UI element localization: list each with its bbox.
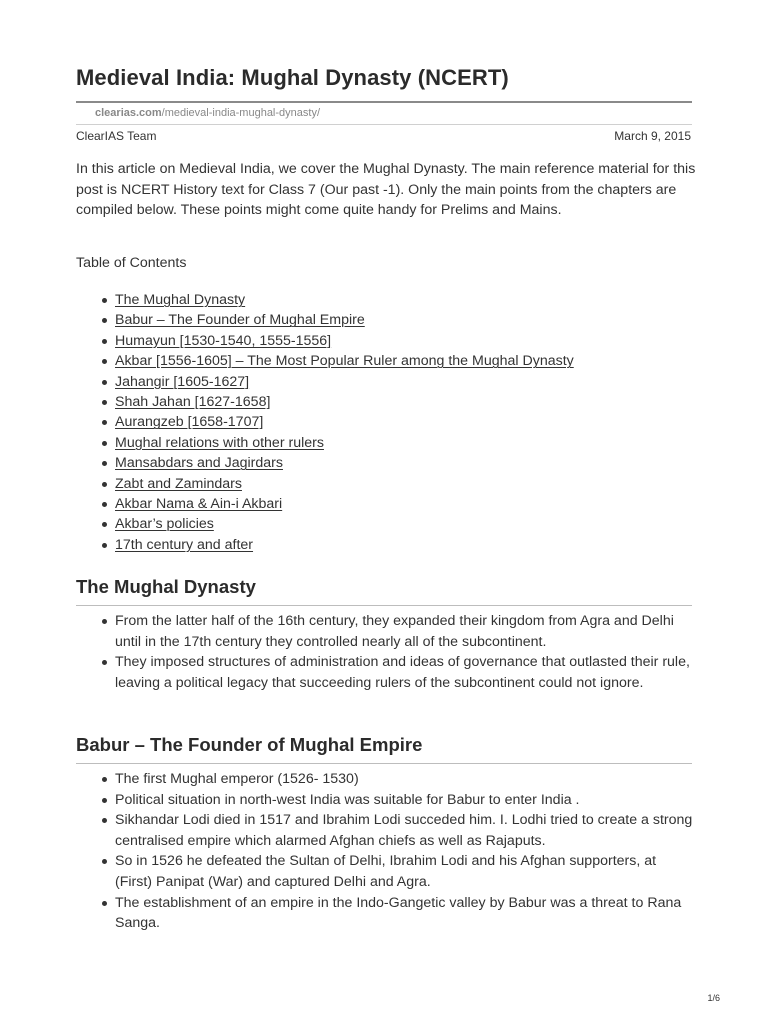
source-url-path[interactable]: /medieval-india-mughal-dynasty/ — [161, 107, 321, 119]
list-item-text: The establishment of an empire in the Indo-Gangetic valley by Babur was a threat to Rana Sanga. — [115, 894, 682, 932]
bullet-icon — [102, 502, 107, 507]
toc-link-zabt[interactable]: Zabt and Zamindars — [115, 475, 242, 492]
section-bullet-list — [76, 769, 696, 934]
section-heading-babur: Babur – The Founder of Mughal Empire — [76, 734, 423, 755]
bullet-icon — [102, 339, 107, 344]
toc-link-humayun[interactable]: Humayun [1530-1540, 1555-1556] — [115, 332, 332, 349]
toc-link-mughal-dynasty[interactable]: The Mughal Dynasty — [115, 292, 246, 308]
toc-link-akbar[interactable]: Akbar [1556-1605] – The Most Popular Ruler among the Mughal Dynasty — [115, 353, 574, 370]
toc-item — [76, 290, 696, 310]
toc-link-mansabdars[interactable]: Mansabdars and Jagirdars — [115, 455, 283, 472]
toc-item — [76, 310, 696, 330]
toc-link-shah-jahan[interactable]: Shah Jahan [1627-1658] — [115, 393, 271, 410]
bullet-icon — [102, 359, 107, 364]
bullet-icon — [102, 660, 107, 665]
toc-item — [76, 494, 696, 514]
toc-link-jahangir[interactable]: Jahangir [1605-1627] — [115, 373, 250, 390]
section-divider — [76, 605, 692, 606]
list-item-text: Sikhandar Lodi died in 1517 and Ibrahim Lodi succeded him. I. Lodhi tried to create a strong centralised empire which alarmed Afghan chiefs as well as Rajaputs. — [115, 812, 693, 849]
toc-item — [76, 372, 696, 392]
bullet-icon — [102, 798, 107, 803]
section-bullet-list — [76, 611, 696, 693]
bullet-icon — [102, 461, 107, 466]
list-item — [76, 652, 696, 693]
toc-list — [76, 290, 696, 555]
section-heading-mughal-dynasty: The Mughal Dynasty — [76, 576, 256, 597]
list-item-text: Political situation in north-west India was suitable for Babur to enter India . — [115, 791, 580, 808]
toc-link-akbar-nama[interactable]: Akbar Nama & Ain-i Akbari — [115, 495, 283, 512]
list-item — [76, 769, 696, 790]
intro-paragraph: In this article on Medieval India, we cover the Mughal Dynasty. The main reference material for this post is NCERT History text for Class 7 (Our past -1). Only the main points from the chapters are compiled below. These points might come quite handy for Prelims and Mains. — [76, 161, 696, 219]
toc-link-akbar-policies[interactable]: Akbar’s policies — [115, 516, 214, 533]
bullet-icon — [102, 543, 107, 548]
bullet-icon — [102, 420, 107, 425]
toc-item — [76, 351, 696, 371]
section-divider — [76, 763, 692, 764]
publish-date: March 9, 2015 — [614, 129, 691, 143]
toc-link-17th-century[interactable]: 17th century and after — [115, 536, 254, 553]
bullet-icon — [102, 318, 107, 323]
list-item-text: They imposed structures of administration and ideas of governance that outlasted their rule, leaving a political legacy that succeeding rulers of the subcontinent could not ignore. — [115, 654, 690, 691]
list-item-text: So in 1526 he defeated the Sultan of Delhi, Ibrahim Lodi and his Afghan supporters, at (First) Panipat (War) and captured Delhi and Agra. — [115, 853, 657, 890]
page-title: Medieval India: Mughal Dynasty (NCERT) — [76, 65, 509, 90]
toc-link-babur[interactable]: Babur – The Founder of Mughal Empire — [115, 312, 365, 329]
toc-item — [76, 331, 696, 351]
list-item-text: From the latter half of the 16th century, they expanded their kingdom from Agra and Delhi until in the 17th century they controlled nearly all of the subcontinent. — [115, 613, 674, 650]
bullet-icon — [102, 777, 107, 782]
url-divider — [76, 124, 692, 125]
list-item — [76, 790, 696, 811]
toc-link-aurangzeb[interactable]: Aurangzeb [1658-1707] — [115, 414, 264, 431]
toc-link-mughal-relations[interactable]: Mughal relations with other rulers — [115, 434, 324, 451]
toc-item — [76, 392, 696, 412]
list-item-text: The first Mughal emperor (1526- 1530) — [115, 771, 359, 787]
toc-item — [76, 453, 696, 473]
title-divider — [76, 101, 692, 103]
bullet-icon — [102, 522, 107, 527]
bullet-icon — [102, 441, 107, 446]
bullet-icon — [102, 400, 107, 405]
bullet-icon — [102, 901, 107, 906]
source-url[interactable] — [95, 107, 320, 119]
list-item — [76, 611, 696, 652]
toc-item — [76, 535, 696, 555]
toc-item — [76, 514, 696, 534]
bullet-icon — [102, 482, 107, 487]
toc-item — [76, 474, 696, 494]
page-number: 1/6 — [707, 993, 720, 1003]
toc-item — [76, 433, 696, 453]
toc-item — [76, 412, 696, 432]
toc-title: Table of Contents — [76, 255, 187, 271]
list-item — [76, 810, 696, 851]
bullet-icon — [102, 298, 107, 303]
bullet-icon — [102, 859, 107, 864]
bullet-icon — [102, 619, 107, 624]
bullet-icon — [102, 380, 107, 385]
list-item — [76, 851, 696, 892]
bullet-icon — [102, 818, 107, 823]
author-name: ClearIAS Team — [76, 129, 157, 143]
list-item — [76, 893, 696, 934]
source-url-domain[interactable]: clearias.com — [95, 107, 162, 119]
